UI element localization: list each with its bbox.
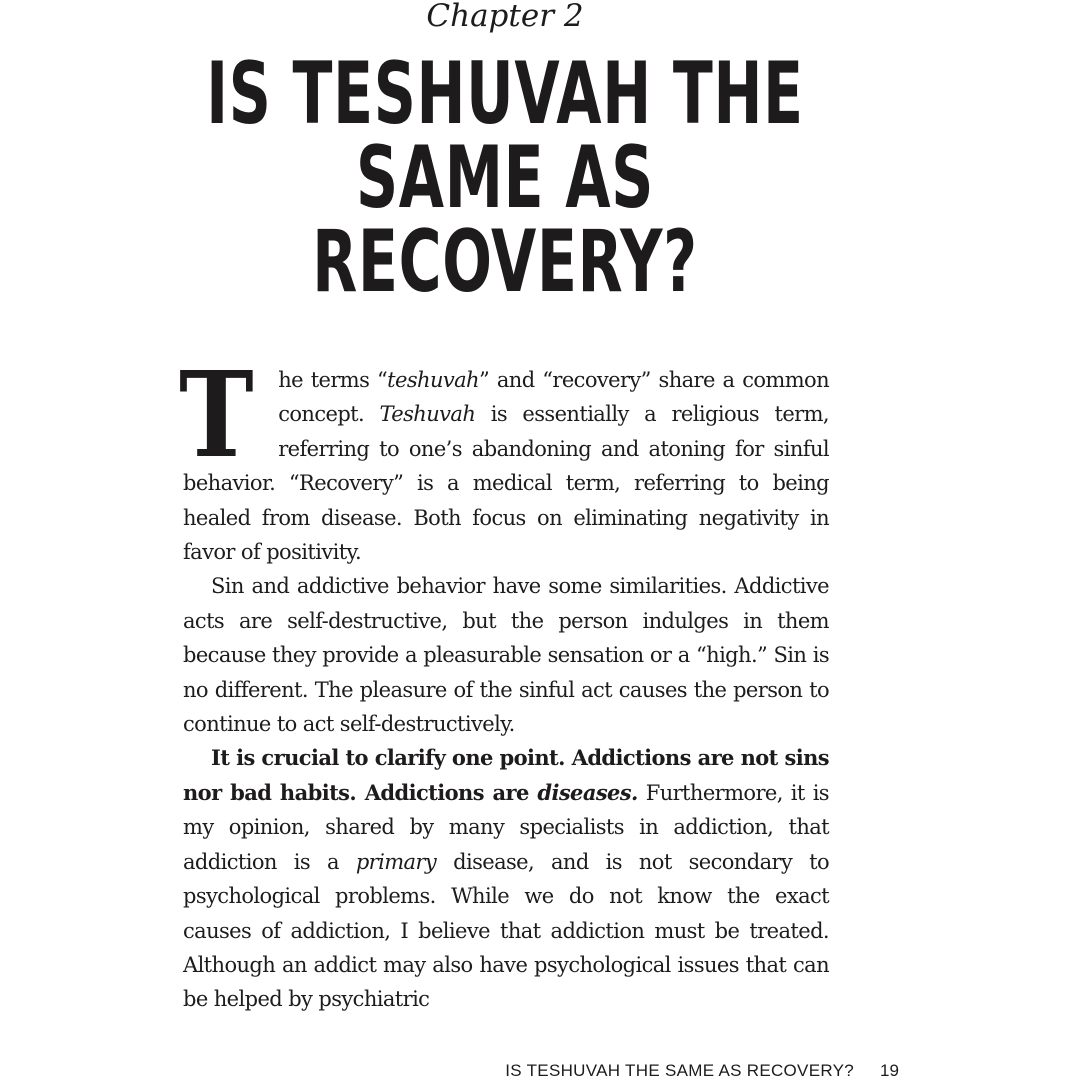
paragraph-1-text: ” and “recovery” share a common concept. [278, 368, 829, 427]
body-text [179, 345, 830, 1017]
chapter-title-line-2: SAME AS RECOVERY? [312, 128, 698, 312]
paragraph-1-text: he terms “ [278, 368, 388, 392]
paragraph-3 [183, 741, 829, 1016]
paragraph-1-text: is essentially a religious term, referring to one’s abandoning and atoning for sinful behavior. “Recovery” is a medical term, referring to being healed from disease. Both focus on eliminating negativity in favor of positivity. [183, 402, 830, 565]
drop-cap: T [179, 345, 254, 484]
paragraph-3-text: disease, and is not secondary to psychological problems. While we do not know the exact causes of addiction, I believe that addiction must be treated. Although an addict may also have psychological issues that can be helped by psychiatric [183, 849, 830, 1012]
chapter-title [162, 44, 849, 312]
term-teshuvah: Teshuvah [379, 402, 476, 427]
emphasis-primary: primary [355, 849, 437, 874]
running-head: IS TESHUVAH THE SAME AS RECOVERY? [505, 1061, 854, 1080]
paragraph-1 [179, 345, 830, 569]
chapter-label: Chapter 2 [426, 0, 584, 34]
paragraph-2: Sin and addictive behavior have some similarities. Addictive acts are self-destructive, but the person indulges in them because they provide a pleasurable sensation or a “high.” Sin is no different. The pleasure of the sinful act causes the person to continue to act self-destructively. [183, 574, 829, 737]
emphasis-diseases: diseases. [537, 779, 638, 805]
paragraph-3-text: Furthermore, it is my opinion, shared by many specialists in addiction, that addiction is a [183, 780, 829, 874]
paragraph-3-bold-text: It is crucial to clarify one point. Addictions are not sins nor bad habits. Addictions are [183, 745, 829, 805]
page-number: 19 [880, 1061, 899, 1080]
page-footer [0, 1061, 1080, 1085]
term-teshuvah: teshuvah [387, 368, 479, 392]
chapter-title-line-1: IS TESHUVAH THE [206, 44, 804, 144]
